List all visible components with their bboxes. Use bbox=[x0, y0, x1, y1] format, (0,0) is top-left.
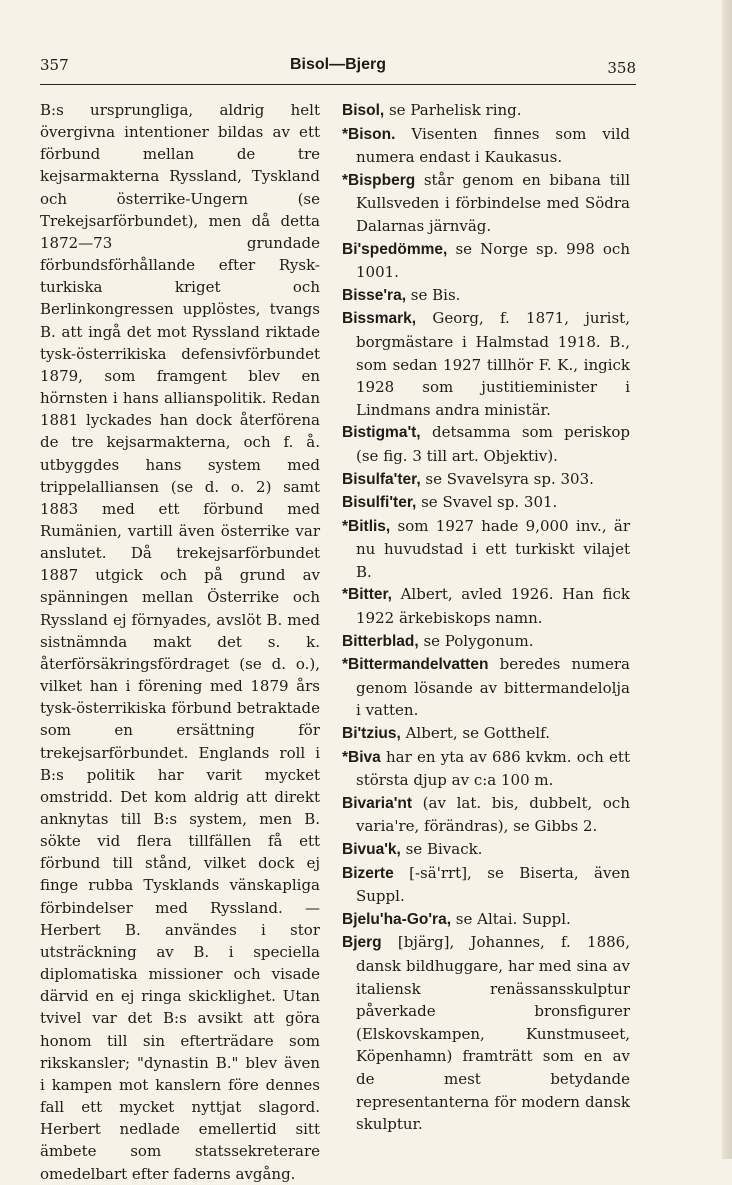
entry-body: Visenten finnes som vild numera endast i Kaukasus. bbox=[356, 124, 630, 167]
entry-body: se Svavelsyra sp. 303. bbox=[425, 469, 594, 488]
entry-headword: Bjerg bbox=[342, 934, 382, 952]
entry-body: (av lat. bis, dubbelt, och varia're, förändras), se Gibbs 2. bbox=[356, 793, 630, 836]
entry-bisulfiter bbox=[342, 491, 630, 515]
entry-body: [-sä'rrt], se Biserta, även Suppl. bbox=[356, 863, 630, 906]
entry-bitzius bbox=[342, 722, 630, 746]
entry-body: Georg, f. 1871, jurist, borgmästare i Halmstad 1918. B., som sedan 1927 tillhör F. K., ingick 1928 som justitieminister i Lindmans andra ministär. bbox=[356, 309, 630, 419]
entry-bispberg bbox=[342, 169, 630, 238]
entry-body: Albert, se Gotthelf. bbox=[405, 724, 550, 743]
entry-bitterblad bbox=[342, 630, 630, 654]
entry-headword: Bisulfi'ter, bbox=[342, 494, 417, 512]
entry-headword: Bjelu'ha-Go'ra, bbox=[342, 910, 451, 928]
page-edge bbox=[722, 0, 732, 1159]
entry-headword: Bi'tzius, bbox=[342, 725, 401, 743]
page-number-right: 358 bbox=[607, 59, 636, 77]
entry-bissera bbox=[342, 284, 630, 308]
entry-body: se Parhelisk ring. bbox=[388, 101, 522, 119]
entry-bison bbox=[342, 123, 630, 169]
entry-headword: Bivua'k, bbox=[342, 841, 401, 858]
entry-bjerg bbox=[342, 931, 630, 1135]
entry-bispedomme bbox=[342, 238, 630, 284]
page-number-left: 357 bbox=[40, 56, 69, 74]
header-rule bbox=[40, 84, 636, 85]
entry-body: detsamma som periskop (se fig. 3 till art. Objektiv). bbox=[356, 423, 630, 465]
entry-body: se Bis. bbox=[410, 285, 461, 304]
entry-body: se Altai. Suppl. bbox=[455, 909, 571, 928]
entry-headword: Bisol, bbox=[342, 102, 385, 119]
left-column bbox=[40, 99, 320, 1185]
entry-body: se Polygonum. bbox=[423, 631, 534, 650]
entry-bisol bbox=[342, 99, 630, 123]
entry-headword: Bisulfa'ter, bbox=[342, 470, 421, 488]
page-header bbox=[40, 56, 636, 80]
right-column bbox=[342, 99, 630, 1136]
entry-headword: Bizerte bbox=[342, 864, 394, 882]
entry-headword: *Bittermandelvatten bbox=[342, 656, 489, 674]
entry-bjeluha-gora bbox=[342, 908, 630, 932]
entry-body: se Svavel sp. 301. bbox=[421, 493, 558, 512]
entry-headword: *Bispberg bbox=[342, 171, 416, 189]
entry-body: [bjärg], Johannes, f. 1886, dansk bildhuggare, har med sina av italiensk renässansskulptur påverkade bronsfigurer (Elskovskampen, Kunstmuseet, Köpenhamn) framträtt som en av de mest betydande representanterna för modern dansk skulptur. bbox=[356, 933, 630, 1134]
entry-body: har en yta av 686 kvkm. och ett största djup av c:a 100 m. bbox=[356, 747, 630, 790]
entry-headword: *Bison. bbox=[342, 125, 396, 143]
entry-body: Albert, avled 1926. Han fick 1922 ärkebiskops namn. bbox=[356, 585, 630, 628]
entry-headword: Bi'spedömme, bbox=[342, 240, 448, 258]
left-column-text: B:s ursprungliga, aldrig helt övergivna intentioner bildas av ett förbund mellan de tre kejsarmakterna Ryssland, Tyskland och österrike-Ungern (se Trekejsarförbundet), men då detta 1872—73 grundade förbundsförhållande efter Rysk-turkiska kriget och Berlinkongressen upplöstes, tvangs B. att ingå det mot Ryssland riktade tysk-österrikiska defensivförbundet 1879, som framgent blev en hörnsten i hans allianspolitik. Redan 1881 lyckades han dock återförena de tre kejsarmakterna, och f. å. utbyggdes hans system med trippelalliansen (se d. o. 2) samt 1883 med ett förbund med Rumänien, vartill även österrike var anslutet. Då trekejsarförbundet 1887 utgick och på grund av spänningen mellan Österrike och Ryssland ej förnyades, avslöt B. med sistnämnda makt det s. k. återförsäkringsfördraget (se d. o.), vilket han i förening med 1879 års tysk-österrikiska förbund betraktade som en ersättning för trekejsarförbundet. Englands roll i B:s politik har varit mycket omstridd. Det kom aldrig att direkt anknytas till B:s system, men B. sökte vid flera tillfällen få ett förbund till stånd, vilket dock ej finge rubba Tysklands vänskapliga förbindelser med Ryssland. — Herbert B. användes i stor utsträckning av B. i speciella diplomatiska missioner och visade därvid en ej ringa skicklighet. Utan tvivel var det B:s avsikt att göra honom till sin efterträdare som rikskansler; "dynastin B." blev även i kampen mot kanslern före dennes fall ett mycket nyttjat slagord. Herbert nedlade emellertid sitt ämbete som statssekreterare omedelbart efter faderns avgång. bbox=[40, 101, 320, 1183]
entry-bitter bbox=[342, 583, 630, 629]
entry-headword: *Biva bbox=[342, 748, 381, 766]
entry-bissmark bbox=[342, 307, 630, 421]
entry-bitlis bbox=[342, 515, 630, 584]
entry-headword: *Bitlis, bbox=[342, 517, 391, 535]
entry-bisulfater bbox=[342, 468, 630, 492]
entry-body: som 1927 hade 9,000 inv., är nu huvudstad i ett turkiskt vilajet B. bbox=[356, 516, 630, 581]
entry-body: står genom en bibana till Kullsveden i förbindelse med Södra Dalarnas järnväg. bbox=[356, 170, 630, 235]
entry-bittermandelvatten bbox=[342, 653, 630, 722]
entry-headword: Bisse'ra, bbox=[342, 286, 407, 304]
entry-bivariant bbox=[342, 792, 630, 838]
entry-headword: Bitterblad, bbox=[342, 632, 419, 650]
entry-headword: Bistigma't, bbox=[342, 424, 421, 442]
entry-bizerte bbox=[342, 862, 630, 908]
entry-body: se Norge sp. 998 och 1001. bbox=[356, 239, 630, 282]
entry-bistigmat bbox=[342, 421, 630, 467]
entry-body: se Bivack. bbox=[405, 840, 483, 858]
entry-headword: Bivaria'nt bbox=[342, 794, 413, 812]
running-title: Bisol—Bjerg bbox=[289, 56, 386, 73]
entry-biva bbox=[342, 746, 630, 792]
entry-headword: *Bitter, bbox=[342, 586, 392, 604]
entry-bivuak bbox=[342, 838, 630, 862]
entry-body: beredes numera genom lösande av bittermandelolja i vatten. bbox=[356, 655, 630, 720]
entry-headword: Bissmark, bbox=[342, 310, 417, 328]
